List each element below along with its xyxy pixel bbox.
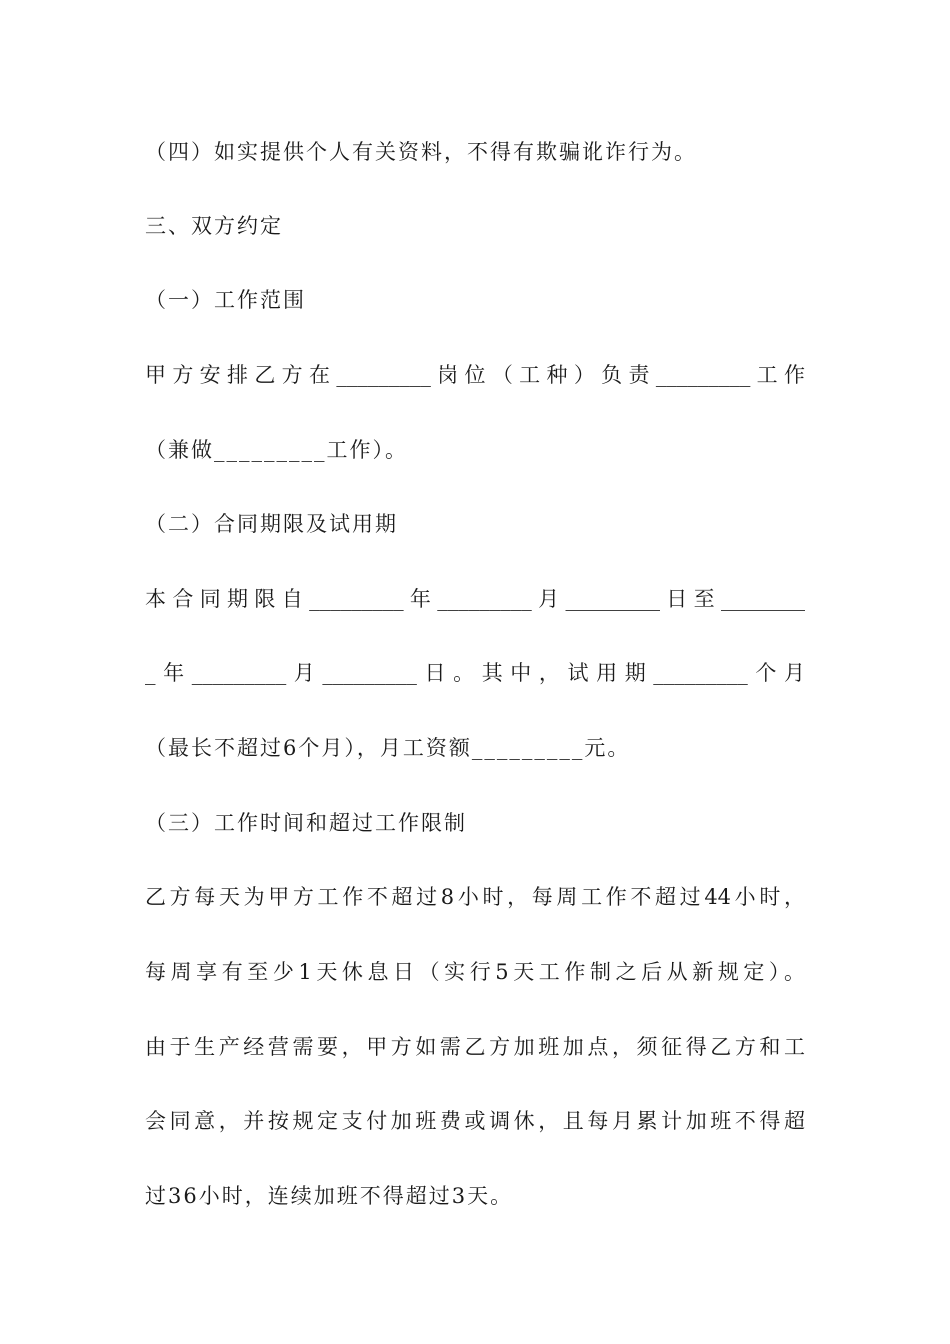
work-hours-line-4: 会同意，并按规定支付加班费或调休，且每月累计加班不得超 (145, 1109, 805, 1133)
subsection-1-heading: （一）工作范围 (145, 288, 306, 312)
work-hours-line-5: 过36小时，连续加班不得超过3天。 (145, 1184, 514, 1208)
subsection-2-heading: （二）合同期限及试用期 (145, 512, 398, 536)
work-hours-line-2: 每周享有至少1天休息日（实行5天工作制之后从新规定）。 (145, 960, 805, 984)
work-hours-line-1: 乙方每天为甲方工作不超过8小时，每周工作不超过44小时， (145, 885, 805, 909)
contract-term-line-2: _年_________月_________日。其中，试用期_________个月 (145, 661, 805, 685)
work-scope-line-1: 甲方安排乙方在_________岗位（工种）负责_________工作 (145, 363, 805, 387)
section-3-heading: 三、双方约定 (145, 214, 283, 238)
work-scope-line-2: （兼做_________工作）。 (145, 438, 408, 462)
work-hours-line-3: 由于生产经营需要，甲方如需乙方加班加点，须征得乙方和工 (145, 1035, 805, 1059)
clause-4-text: （四）如实提供个人有关资料，不得有欺骗讹诈行为。 (145, 140, 697, 164)
contract-term-line-1: 本合同期限自_________年_________月_________日至________ (145, 587, 805, 611)
subsection-3-heading: （三）工作时间和超过工作限制 (145, 811, 467, 835)
contract-term-line-3: （最长不超过6个月），月工资额_________元。 (145, 736, 631, 760)
